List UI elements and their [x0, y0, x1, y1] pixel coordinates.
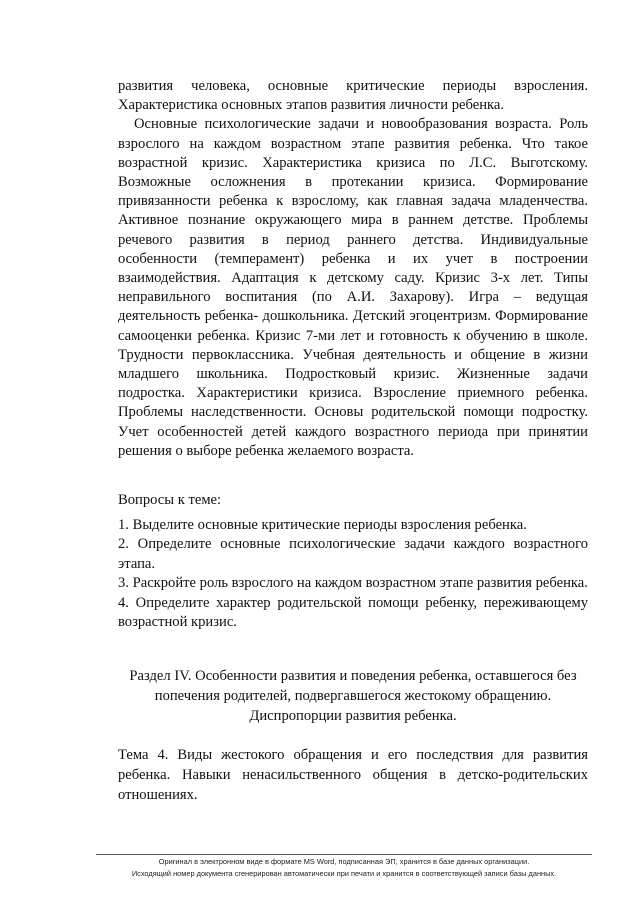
footer-line: Исходящий номер документа сгенерирован автоматически при печати и хранится в соответствующей записи базы данных. — [131, 869, 557, 878]
section-heading-line: Раздел IV. Особенности развития и поведения ребенка, оставшегося без — [129, 668, 577, 684]
questions-block — [118, 491, 588, 633]
topic-heading: Тема 4. Виды жестокого обращения и его последствия для развития ребенка. Навыки ненасильственного общения в детско-родительских отношениях. — [118, 747, 588, 803]
section-heading — [118, 667, 588, 726]
question-item: 1. Выделите основные критические периоды взросления ребенка. — [118, 516, 527, 533]
section-heading-line: Диспропорции развития ребенка. — [249, 707, 457, 724]
intro-line: развития человека, основные критические периоды взросления. Характеристика основных этапов развития личности ребенка. — [118, 78, 588, 114]
questions-heading: Вопросы к теме: — [118, 492, 222, 508]
question-item: 4. Определите характер родительской помощи ребенку, переживающему возрастной кризис. — [118, 594, 588, 630]
main-paragraph: Основные психологические задачи и новообразования возраста. Роль взрослого на каждом возрастном этапе развития ребенка. Что такое возрастной кризис. Характеристика кризиса по Л.С. Выготскому. Возможные осложнения в протекании кризиса. Формирование привязанности ребенка к взрослому, как главная задача младенчества. Активное познание окружающего мира в раннем детстве. Проблемы речевого развития в период раннего детства. Индивидуальные особенности (темперамент) ребенка и их учет в построении взаимодействия. Адаптация к детскому саду. Кризис 3-х лет. Типы неправильного воспитания (по А.И. Захарову). Игра – ведущая деятельность ребенка- дошкольника. Детский эгоцентризм. Формирование самооценки ребенка. Кризис 7-ми лет и готовность к обучению в школе. Трудности первоклассника. Учебная деятельность и общение в жизни младшего школьника. Подростковый кризис. Жизненные задачи подростка. Характеристики кризиса. Взросление приемного ребенка. Проблемы наследственности. Основы родительской помощи подростку. Учет особенностей детей каждого возрастного периода при принятии решения о выборе ребенка желаемого возраста. — [118, 116, 588, 459]
footer-divider — [96, 854, 592, 855]
question-item: 2. Определите основные психологические задачи каждого возрастного этапа. — [118, 536, 588, 572]
question-item: 3. Раскройте роль взрослого на каждом возрастном этапе развития ребенка. — [118, 575, 588, 591]
section-heading-line: попечения родителей, подвергавшегося жестокому обращению. — [154, 687, 552, 704]
footer-note — [96, 856, 592, 880]
footer-line: Оригинал в электронном виде в формате MS Word, подписанная ЭП, хранится в базе данных организации. — [158, 857, 530, 866]
body-text-block — [118, 77, 588, 461]
